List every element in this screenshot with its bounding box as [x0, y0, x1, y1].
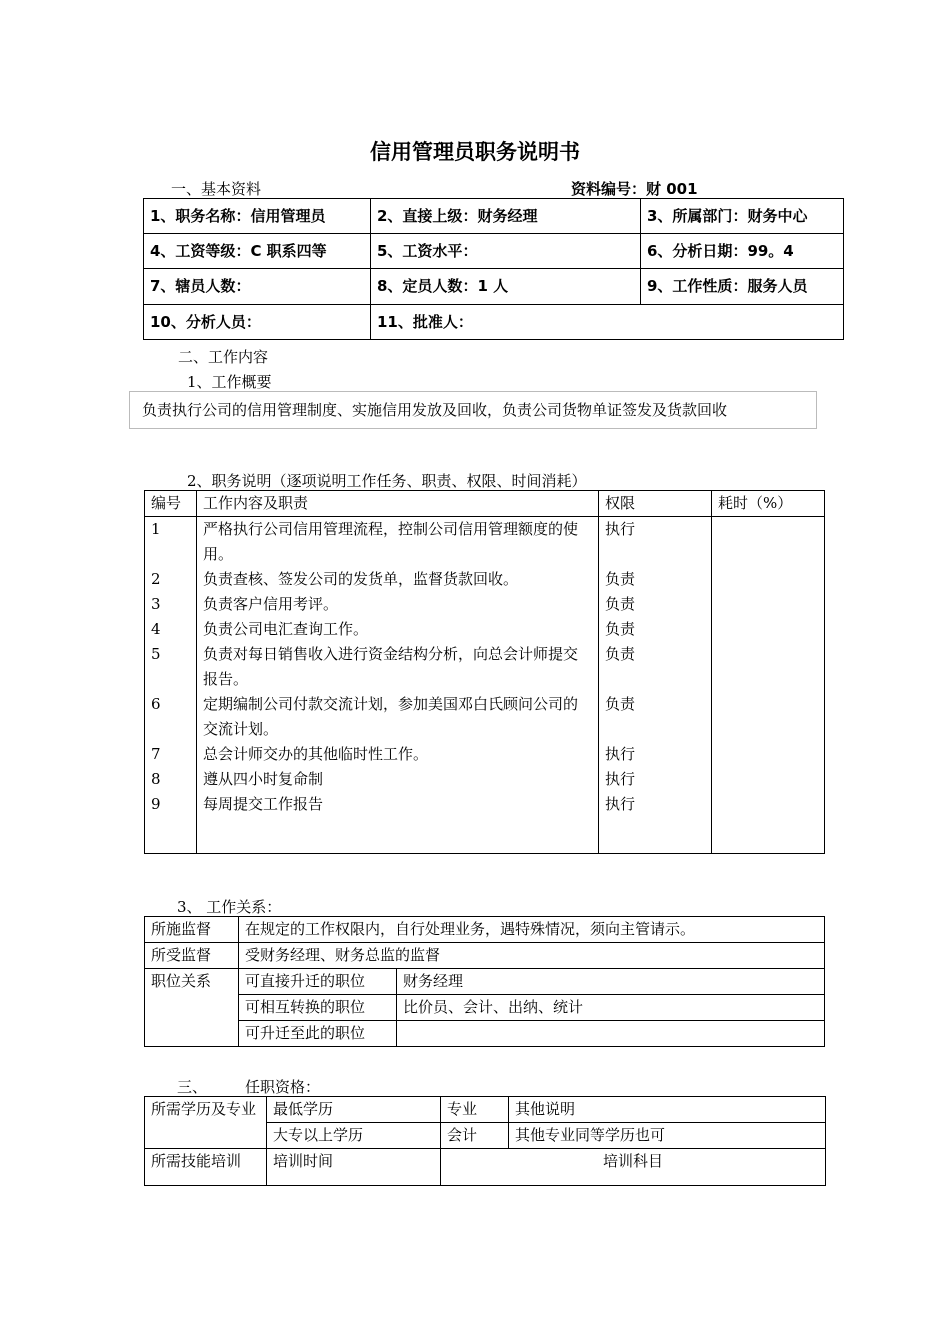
overview-text: 负责执行公司的信用管理制度、实施信用发放及回收，负责公司货物单证签发及货款回收	[142, 401, 728, 419]
duty-content: 遵从四小时复命制	[197, 767, 599, 792]
pay-level-cell: 5、工资水平：	[371, 234, 641, 269]
document-number: 资料编号：财 001	[571, 180, 698, 198]
qualification-table	[144, 1096, 826, 1186]
duty-content: 定期编制公司付款交流计划，参加美国邓白氏顾问公司的交流计划。	[197, 692, 599, 742]
duty-no: 2	[145, 567, 197, 592]
duties-header-no: 编号	[145, 491, 197, 517]
min-education-value: 大专以上学历	[267, 1123, 441, 1149]
approver-cell: 11、批准人：	[371, 305, 844, 340]
job-title-cell: 1、职务名称：信用管理员	[144, 199, 371, 234]
duty-content: 负责客户信用考评。	[197, 592, 599, 617]
training-label: 所需技能培训	[145, 1149, 267, 1186]
training-time-label: 培训时间	[267, 1149, 441, 1186]
duty-authority: 负责	[599, 642, 712, 692]
duties-header-authority: 权限	[599, 491, 712, 517]
duty-time	[712, 592, 825, 617]
duties-table	[144, 490, 825, 854]
duty-content: 负责对每日销售收入进行资金结构分析，向总会计师提交报告。	[197, 642, 599, 692]
relation-promote-label: 可直接升迁的职位	[239, 969, 397, 995]
table-row	[145, 692, 825, 742]
duty-time	[712, 642, 825, 692]
duty-time	[712, 742, 825, 767]
relation-source-label: 可升迁至此的职位	[239, 1021, 397, 1047]
analyst-cell: 10、分析人员：	[144, 305, 371, 340]
relations-table	[144, 916, 825, 1047]
duty-authority: 负责	[599, 617, 712, 642]
duty-time	[712, 517, 825, 568]
relation-transfer-value: 比价员、会计、出纳、统计	[397, 995, 825, 1021]
page-title: 信用管理员职务说明书	[370, 140, 580, 164]
min-education-label: 最低学历	[267, 1097, 441, 1123]
duty-no: 5	[145, 642, 197, 692]
training-subject-label: 培训科目	[441, 1149, 826, 1186]
duty-authority: 负责	[599, 567, 712, 592]
supervised-text: 受财务经理、财务总监的监督	[239, 943, 825, 969]
table-row	[145, 792, 825, 817]
duty-authority: 执行	[599, 792, 712, 817]
table-row	[145, 517, 825, 568]
duties-heading: 2、职务说明（逐项说明工作任务、职责、权限、时间消耗）	[187, 472, 587, 490]
analysis-date-cell: 6、分析日期：99。4	[641, 234, 844, 269]
duty-time	[712, 617, 825, 642]
headcount-cell: 8、定员人数：1 人	[371, 269, 641, 305]
table-row-spacer	[145, 817, 825, 853]
duties-header-time: 耗时（%）	[712, 491, 825, 517]
duty-authority: 执行	[599, 742, 712, 767]
section-basic-heading: 一、基本资料	[171, 180, 262, 198]
supervise-text: 在规定的工作权限内，自行处理业务，遇特殊情况，须向主管请示。	[239, 917, 825, 943]
relation-source-value	[397, 1021, 825, 1047]
education-label: 所需学历及专业	[145, 1097, 267, 1149]
duty-content: 负责公司电汇查询工作。	[197, 617, 599, 642]
subordinates-cell: 7、辖员人数：	[144, 269, 371, 305]
duty-time	[712, 792, 825, 817]
duty-authority: 执行	[599, 517, 712, 568]
relation-transfer-label: 可相互转换的职位	[239, 995, 397, 1021]
table-row	[145, 617, 825, 642]
section-work-heading: 二、工作内容	[178, 348, 269, 366]
duty-content: 总会计师交办的其他临时性工作。	[197, 742, 599, 767]
basic-info-table	[143, 198, 844, 340]
duty-no: 4	[145, 617, 197, 642]
major-label: 专业	[441, 1097, 509, 1123]
duty-time	[712, 567, 825, 592]
relation-label: 职位关系	[145, 969, 239, 1047]
duty-no: 7	[145, 742, 197, 767]
pay-grade-cell: 4、工资等级：C 职系四等	[144, 234, 371, 269]
duty-time	[712, 767, 825, 792]
duty-content: 负责查核、签发公司的发货单，监督货款回收。	[197, 567, 599, 592]
duty-content: 严格执行公司信用管理流程，控制公司信用管理额度的使用。	[197, 517, 599, 568]
relations-heading: 3、 工作关系：	[177, 898, 282, 916]
supervise-label: 所施监督	[145, 917, 239, 943]
duty-no: 3	[145, 592, 197, 617]
overview-box	[129, 391, 817, 429]
table-row	[145, 742, 825, 767]
job-nature-cell: 9、工作性质：服务人员	[641, 269, 844, 305]
other-notes-value: 其他专业同等学历也可	[509, 1123, 826, 1149]
supervisor-cell: 2、直接上级：财务经理	[371, 199, 641, 234]
duty-no: 6	[145, 692, 197, 742]
relation-promote-value: 财务经理	[397, 969, 825, 995]
duty-authority: 执行	[599, 767, 712, 792]
supervised-label: 所受监督	[145, 943, 239, 969]
department-cell: 3、所属部门：财务中心	[641, 199, 844, 234]
duty-no: 8	[145, 767, 197, 792]
table-row	[145, 767, 825, 792]
table-row	[145, 567, 825, 592]
duty-no: 1	[145, 517, 197, 568]
duty-time	[712, 692, 825, 742]
qualification-heading-num: 三、	[177, 1078, 208, 1096]
table-row	[145, 642, 825, 692]
duties-header-content: 工作内容及职责	[197, 491, 599, 517]
duty-content: 每周提交工作报告	[197, 792, 599, 817]
duty-authority: 负责	[599, 592, 712, 617]
other-notes-label: 其他说明	[509, 1097, 826, 1123]
major-value: 会计	[441, 1123, 509, 1149]
table-row	[145, 592, 825, 617]
overview-heading: 1、工作概要	[187, 373, 272, 391]
duty-authority: 负责	[599, 692, 712, 742]
duty-no: 9	[145, 792, 197, 817]
qualification-heading: 任职资格：	[245, 1078, 321, 1096]
